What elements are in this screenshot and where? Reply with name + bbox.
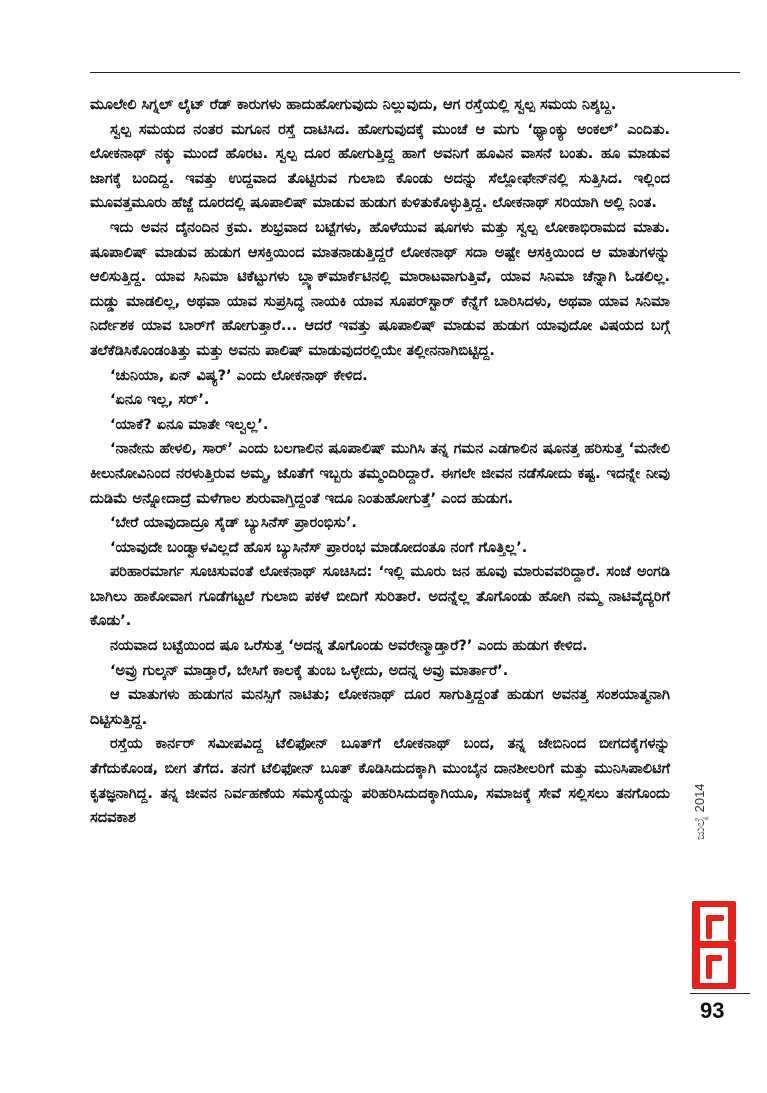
page-number: 93	[700, 998, 725, 1023]
paragraph: ‘ಬೇರೆ ಯಾವುದಾದ್ರೂ ಸೈಡ್ ಬ್ಯುಸಿನೆಸ್ ಪ್ರಾರಂಭಿಸು’.	[110, 515, 357, 532]
paragraph: ‘ಚುನಿಯಾ, ಏನ್ ವಿಷ್ಯ?’ ಎಂದು ಲೋಕನಾಥ್ ಕೇಳಿದ.	[110, 367, 368, 384]
top-rule	[90, 72, 740, 73]
paragraph: ‘ಯಾವುದೇ ಬಂಡ್ವಾಳವಿಲ್ಲದೆ ಹೊಸ ಬ್ಯುಸಿನೆಸ್ ಪ್ರಾರಂಭ ಮಾಡೋದಂತೂ ನಂಗೆ ಗೊತ್ತಿಲ್ಲ’.	[110, 539, 528, 556]
footer-rule	[690, 993, 750, 994]
magazine-logo	[686, 895, 742, 995]
paragraph: ಮೂಲೇಲಿ ಸಿಗ್ನಲ್ ಲೈಟ್ ರೆಡ್ ಕಾರುಗಳು ಹಾದುಹೋಗುವುದು ನಿಲ್ಲುವುದು, ಆಗ ರಸ್ತೆಯಲ್ಲಿ ಸ್ವಲ್ಪ ಸಮಯ ನಿಶ್ಶಬ್ದ.	[90, 97, 617, 113]
paragraph: ಸ್ವಲ್ಪ ಸಮಯದ ನಂತರ ಮಗೂನ ರಸ್ತೆ ದಾಟಿಸಿದ. ಹೋಗುವುದಕ್ಕೆ ಮುಂಚೆ ಆ ಮಗು ‘ಥ್ಯಾಂಕ್ಯು ಅಂಕಲ್’ ಎಂದಿತು. ಲೋಕನಾಥ್ ನಕ್ಕು ಮುಂದೆ ಹೊರಟ. ಸ್ವಲ್ಪ ದೂರ ಹೋಗುತ್ತಿದ್ದ ಹಾಗೆ ಅವನಿಗೆ ಹೂವಿನ ವಾಸನೆ ಬಂತು. ಹೂ ಮಾಡುವ ಜಾಗಕ್ಕೆ ಬಂದಿದ್ದ. ಇವತ್ತು ಉದ್ದವಾದ ತೊಟ್ಟಿರುವ ಗುಲಾಬಿ ಕೊಂಡು ಅದನ್ನು ಸೆಲ್ಲೋಫೇನ್‌ನಲ್ಲಿ ಸುತ್ತಿಸಿದ. ಇಲ್ಲಿಂದ ಮೂವತ್ತಮೂರು ಹೆಜ್ಜೆ ದೂರದಲ್ಲಿ ಷೂಪಾಲಿಷ್ ಮಾಡುವ ಹುಡುಗ ಕುಳಿತುಕೊಳ್ಳುತ್ತಿದ್ದ. ಲೋಕನಾಥ್ ಸರಿಯಾಗಿ ಅಲ್ಲಿ ನಿಂತ.	[90, 121, 670, 212]
paragraph: ರಸ್ತೆಯ ಕಾರ್ನರ್ ಸಮೀಪವಿದ್ದ ಟೆಲಿಫೋನ್ ಬೂತ್‌ಗೆ ಲೋಕನಾಥ್ ಬಂದ, ತನ್ನ ಜೇಬಿನಿಂದ ಬೀಗದಕೈಗಳನ್ನು ತೆಗೆದುಕೊಂಡ, ಬೀಗ ತೆಗೆದ. ತನಗೆ ಟೆಲಿಫೋನ್ ಬೂತ್ ಕೊಡಿಸಿದುದಕ್ಕಾಗಿ ಮುಂಬೈನ ದಾನಶೀಲರಿಗೆ ಮತ್ತು ಮುನಿಸಿಪಾಲಿಟಿಗೆ ಕೃತಜ್ಞನಾಗಿದ್ದ. ತನ್ನ ಜೀವನ ನಿರ್ವಹಣೆಯ ಸಮಸ್ಯೆಯನ್ನು ಪರಿಹರಿಸಿದುದಕ್ಕಾಗಿಯೂ, ಸಮಾಜಕ್ಕೆ ಸೇವೆ ಸಲ್ಲಿಸಲು ತನಗೊಂದು ಸದವಕಾಶ	[90, 736, 670, 827]
paragraph: ಆ ಮಾತುಗಳು ಹುಡುಗನ ಮನಸ್ಸಿಗೆ ನಾಟಿತು; ಲೋಕನಾಥ್ ದೂರ ಸಾಗುತ್ತಿದ್ದಂತೆ ಹುಡುಗ ಅವನತ್ತ ಸಂಶಯಾತ್ಮನಾಗಿ ದಿಟ್ಟಿಸುತ್ತಿದ್ದ.	[90, 687, 670, 728]
article-body	[90, 93, 670, 831]
paragraph: ಇದು ಅವನ ದೈನಂದಿನ ಕ್ರಮ. ಶುಭ್ರವಾದ ಬಟ್ಟೆಗಳು, ಹೊಳೆಯುವ ಷೂಗಳು ಮತ್ತು ಸ್ವಲ್ಪ ಲೋಕಾಭಿರಾಮದ ಮಾತು. ಷೂಪಾಲಿಷ್ ಮಾಡುವ ಹುಡುಗ ಆಸಕ್ತಿಯಿಂದ ಮಾತನಾಡುತ್ತಿದ್ದರೆ ಲೋಕನಾಥ್ ಸದಾ ಅಷ್ಟೇ ಆಸಕ್ತಿಯಿಂದ ಆ ಮಾತುಗಳನ್ನು ಆಲಿಸುತ್ತಿದ್ದ. ಯಾವ ಸಿನಿಮಾ ಟಿಕೆಟ್ಟುಗಳು ಬ್ಲ್ಯಾಕ್‌ಮಾರ್ಕೆಟಿನಲ್ಲಿ ಮಾರಾಟವಾಗುತ್ತಿವೆ, ಯಾವ ಸಿನಿಮಾ ಚೆನ್ನಾಗಿ ಓಡಲಿಲ್ಲ. ದುಡ್ಡು ಮಾಡಲಿಲ್ಲ, ಅಥವಾ ಯಾವ ಸುಪ್ರಸಿದ್ಧ ನಾಯಕಿ ಯಾವ ಸೂಪರ್‌ಸ್ಟಾರ್ ಕೆನ್ನೆಗೆ ಬಾರಿಸಿದಳು, ಅಥವಾ ಯಾವ ಸಿನಿಮಾ ನಿರ್ದೇಶಕ ಯಾವ ಬಾರ್‌ಗೆ ಹೋಗುತ್ತಾರೆ... ಆದರೆ ಇವತ್ತು ಷೂಪಾಲಿಷ್ ಮಾಡುವ ಹುಡುಗ ಯಾವುದೋ ವಿಷಯದ ಬಗ್ಗೆ ತಲೆಕೆಡಿಸಿಕೊಂಡಂತಿತ್ತು ಮತ್ತು ಅವನು ಪಾಲಿಷ್ ಮಾಡುವುದರಲ್ಲಿಯೇ ತಲ್ಲೀನನಾಗಿಬಿಟ್ಟಿದ್ದ.	[90, 219, 670, 359]
issue-date: ಜುಲೈ 2014	[692, 783, 707, 840]
paragraph: ‘ನಾನೇನು ಹೇಳಲಿ, ಸಾರ್’ ಎಂದು ಬಲಗಾಲಿನ ಷೂಪಾಲಿಷ್ ಮುಗಿಸಿ ತನ್ನ ಗಮನ ಎಡಗಾಲಿನ ಷೂನತ್ತ ಹರಿಸುತ್ತ ‘ಮನೇಲಿ ಕೀಲುನೋವಿನಿಂದ ನರಳುತ್ತಿರುವ ಅಮ್ಮ, ಜೊತೆಗೆ ಇಬ್ಬರು ತಮ್ಮಂದಿರಿದ್ದಾರೆ. ಈಗಲೇ ಜೀವನ ನಡೆಸೋದು ಕಷ್ಟ. ಇದನ್ನೇ ನೀವು ದುಡಿಮೆ ಅನ್ನೋದಾದ್ರೆ ಮಳೆಗಾಲ ಶುರುವಾಗ್ತಿದ್ದಂತೆ ಇದೂ ನಿಂತುಹೋಗುತ್ತೆ’ ಎಂದ ಹುಡುಗ.	[90, 441, 670, 507]
paragraph: ‘ಅವ್ರು ಗುಲ್ಕನ್ ಮಾಡ್ತಾರೆ, ಬೇಸಿಗೆ ಕಾಲಕ್ಕೆ ತುಂಬ ಒಳ್ಳೇದು, ಅದನ್ನ ಅವ್ರು ಮಾರ್ತಾರೆ’.	[110, 662, 509, 679]
paragraph: ಪರಿಹಾರಮಾರ್ಗ ಸೂಚಿಸುವಂತೆ ಲೋಕನಾಥ್ ಸೂಚಿಸಿದ: ‘ಇಲ್ಲಿ ಮೂರು ಜನ ಹೂವು ಮಾರುವವರಿದ್ದಾರೆ. ಸಂಜೆ ಅಂಗಡಿ ಬಾಗಿಲು ಹಾಕೋವಾಗ ಗೂಡೆಗಟ್ಟಲೆ ಗುಲಾಬಿ ಪಕಳೆ ಬೀದಿಗೆ ಸುರಿತಾರೆ. ಅದನ್ನೆಲ್ಲ ತೊಗೊಂಡು ಹೋಗಿ ನಮ್ಮ ನಾಟಿವೈದ್ಯರಿಗೆ ಕೊಡು’.	[90, 564, 670, 630]
paragraph: ‘ಏನೂ ಇಲ್ಲ, ಸರ್’.	[110, 392, 210, 409]
paragraph: ‘ಯಾಕೆ? ಏನೂ ಮಾತೇ ಇಲ್ವಲ್ಲ’.	[110, 416, 269, 433]
paragraph: ನಯವಾದ ಬಟ್ಟೆಯಿಂದ ಷೂ ಒರೆಸುತ್ತ ‘ಅದನ್ನ ತೊಗೊಂಡು ಅವರೇನ್ಮಾಡ್ತಾರೆ?’ ಎಂದು ಹುಡುಗ ಕೇಳಿದ.	[110, 638, 588, 655]
